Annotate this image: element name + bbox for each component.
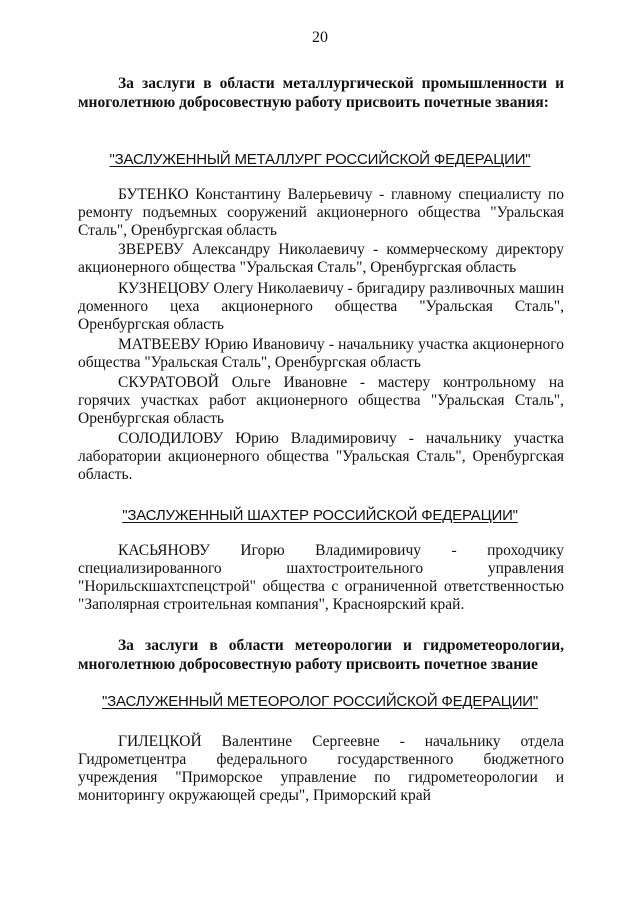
award-preamble-metallurgy: За заслуги в области металлургической промышленности и многолетнюю добросовестную работу присвоить почетные звания: — [78, 75, 564, 111]
award-title-metallurgist — [0, 150, 640, 169]
award-title-miner-text: "ЗАСЛУЖЕННЫЙ ШАХТЕР РОССИЙСКОЙ ФЕДЕРАЦИИ" — [122, 507, 518, 524]
award-entry: КУЗНЕЦОВУ Олегу Николаевичу - бригадиру разливочных машин доменного цеха акционерного общества "Уральская Сталь", Оренбургская область — [78, 280, 564, 333]
award-entry: МАТВЕЕВУ Юрию Ивановичу - начальнику участка акционерного общества "Уральская Сталь", Оренбургская область — [78, 336, 564, 371]
award-entry: ГИЛЕЦКОЙ Валентине Сергеевне - начальнику отдела Гидрометцентра федерального государственного бюджетного учреждения "Приморское управление по гидрометеорологии и мониторингу окружающей среды", Приморский край — [78, 733, 564, 804]
award-title-meteorologist — [0, 692, 640, 711]
award-title-miner — [0, 506, 640, 525]
award-entry: СОЛОДИЛОВУ Юрию Владимировичу - начальнику участка лаборатории акционерного общества "Уральская Сталь", Оренбургская область. — [78, 430, 564, 483]
award-entry: БУТЕНКО Константину Валерьевичу - главному специалисту по ремонту подъемных сооружений акционерного общества "Уральская Сталь", Оренбургская область — [78, 186, 564, 239]
award-entry: СКУРАТОВОЙ Ольге Ивановне - мастеру контрольному на горячих участках работ акционерного общества "Уральская Сталь", Оренбургская область — [78, 374, 564, 427]
page-number: 20 — [312, 29, 328, 46]
award-title-metallurgist-text: "ЗАСЛУЖЕННЫЙ МЕТАЛЛУРГ РОССИЙСКОЙ ФЕДЕРАЦИИ" — [109, 151, 531, 168]
award-entry: ЗВЕРЕВУ Александру Николаевичу - коммерческому директору акционерного общества "Уральская Сталь", Оренбургская область — [78, 241, 564, 276]
award-preamble-meteorology: За заслуги в области метеорологии и гидрометеорологии, многолетнюю добросовестную работу присвоить почетное звание — [78, 637, 564, 673]
award-title-meteorologist-text: "ЗАСЛУЖЕННЫЙ МЕТЕОРОЛОГ РОССИЙСКОЙ ФЕДЕРАЦИИ" — [102, 693, 538, 710]
award-entry: КАСЬЯНОВУ Игорю Владимировичу - проходчику специализированного шахтостроительного управления "Норильскшахтспецстрой" общества с ограниченной ответственностью "Заполярная строительная компания", Красноярский край. — [78, 542, 564, 613]
